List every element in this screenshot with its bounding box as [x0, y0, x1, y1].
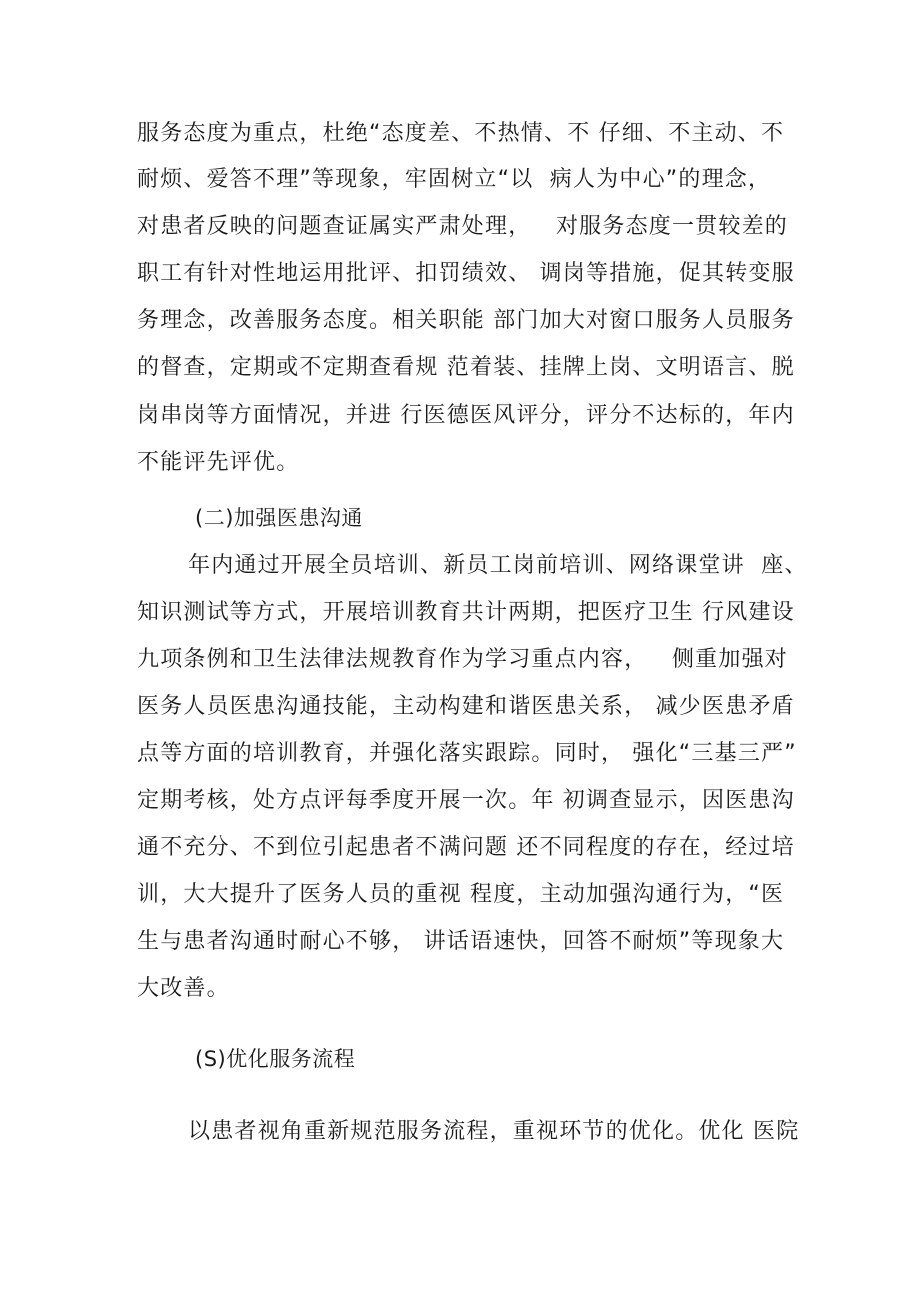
paragraph-line: 九项条例和卫生法律法规教育作为学习重点内容， 侧重加强对: [137, 647, 788, 672]
paragraph-line: 通不充分、不到位引起患者不满问题 还不同程度的存在，经过培: [137, 835, 795, 860]
section-heading: (S)优化服务流程: [195, 1047, 356, 1071]
paragraph-line: 生与患者沟通时耐心不够， 讲话语速快，回答不耐烦”等现象大: [137, 929, 785, 954]
paragraph-line: 医务人员医患沟通技能，主动构建和谐医患关系， 减少医患矛盾: [137, 694, 795, 719]
paragraph-line: 点等方面的培训教育，并强化落实跟踪。同时， 强化“三基三严”: [137, 741, 797, 766]
paragraph-line: 职工有针对性地运用批评、扣罚绩效、 调岗等措施，促其转变服: [137, 261, 795, 286]
paragraph-line: 知识测试等方式，开展培训教育共计两期，把医疗卫生 行风建设: [137, 600, 795, 625]
paragraph-line: 服务态度为重点，杜绝“态度差、不热情、不 仔细、不主动、不: [137, 121, 785, 146]
paragraph-line: 以患者视角重新规范服务流程，重视环节的优化。优化 医院: [188, 1119, 800, 1144]
paragraph-line: 训，大大提升了医务人员的重视 程度，主动加强沟通行为，“医: [137, 882, 785, 907]
paragraph-line: 耐烦、爱答不理”等现象，牢固树立“以 病人为中心”的理念，: [137, 167, 772, 192]
paragraph-line: 大改善。: [137, 976, 230, 1001]
paragraph-line: 定期考核，处方点评每季度开展一次。年 初调查显示，因医患沟: [137, 788, 795, 813]
paragraph-line: 岗串岗等方面情况，并进 行医德医风评分，评分不达标的，年内: [137, 403, 795, 428]
paragraph-line: 的督查，定期或不定期查看规 范着装、挂牌上岗、文明语言、脱: [137, 355, 795, 380]
section-heading: (二)加强医患沟通: [195, 506, 363, 530]
paragraph-line: 年内通过开展全员培训、新员工岗前培训、网络课堂讲 座、: [188, 553, 808, 578]
paragraph-line: 务理念，改善服务态度。相关职能 部门加大对窗口服务人员服务: [137, 308, 795, 333]
paragraph-line: 不能评先评优。: [137, 450, 300, 475]
paragraph-line: 对患者反映的问题查证属实严肃处理， 对服务态度一贯较差的: [137, 214, 788, 239]
